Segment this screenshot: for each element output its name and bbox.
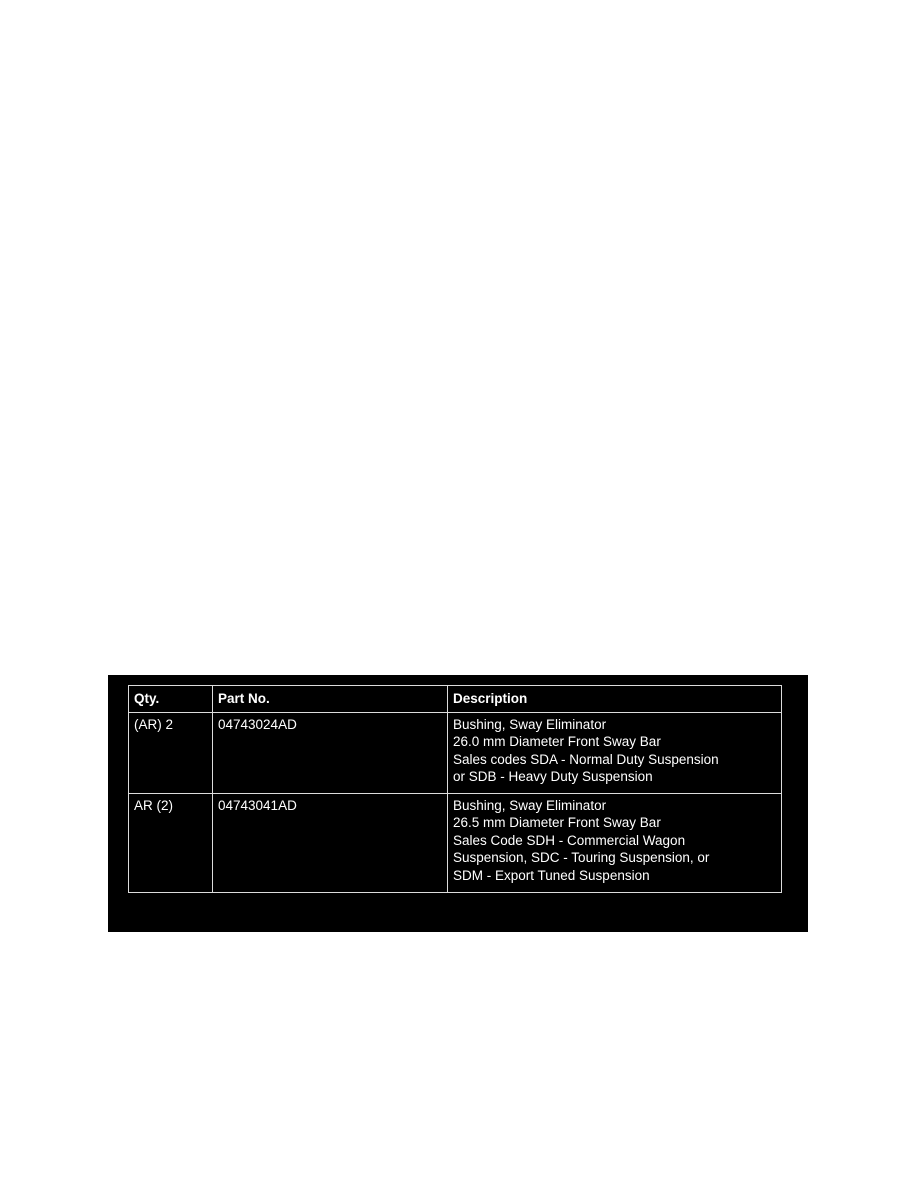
- description-line: Bushing, Sway Eliminator: [453, 797, 607, 813]
- cell-qty: (AR) 2: [129, 712, 213, 793]
- parts-table-panel: [108, 675, 808, 932]
- description-line: 26.0 mm Diameter Front Sway Bar: [453, 734, 661, 750]
- column-header-description: Description: [448, 686, 782, 713]
- parts-table-wrapper: [128, 685, 781, 893]
- description-line: SDM - Export Tuned Suspension: [453, 867, 650, 883]
- cell-description: [448, 712, 782, 793]
- description-line: Suspension, SDC - Touring Suspension, or: [453, 850, 710, 866]
- parts-table: [128, 685, 782, 893]
- cell-description: [448, 793, 782, 892]
- cell-qty: AR (2): [129, 793, 213, 892]
- table-header-row: [129, 686, 782, 713]
- description-line: Sales Code SDH - Commercial Wagon: [453, 832, 686, 848]
- description-line: or SDB - Heavy Duty Suspension: [453, 769, 653, 785]
- table-row: [129, 793, 782, 892]
- column-header-part-no: Part No.: [213, 686, 448, 713]
- description-line: Bushing, Sway Eliminator: [453, 716, 607, 732]
- description-line: 26.5 mm Diameter Front Sway Bar: [453, 815, 661, 831]
- table-row: [129, 712, 782, 793]
- description-line: Sales codes SDA - Normal Duty Suspension: [453, 751, 719, 767]
- column-header-qty: Qty.: [129, 686, 213, 713]
- cell-part-no: 04743041AD: [213, 793, 448, 892]
- cell-part-no: 04743024AD: [213, 712, 448, 793]
